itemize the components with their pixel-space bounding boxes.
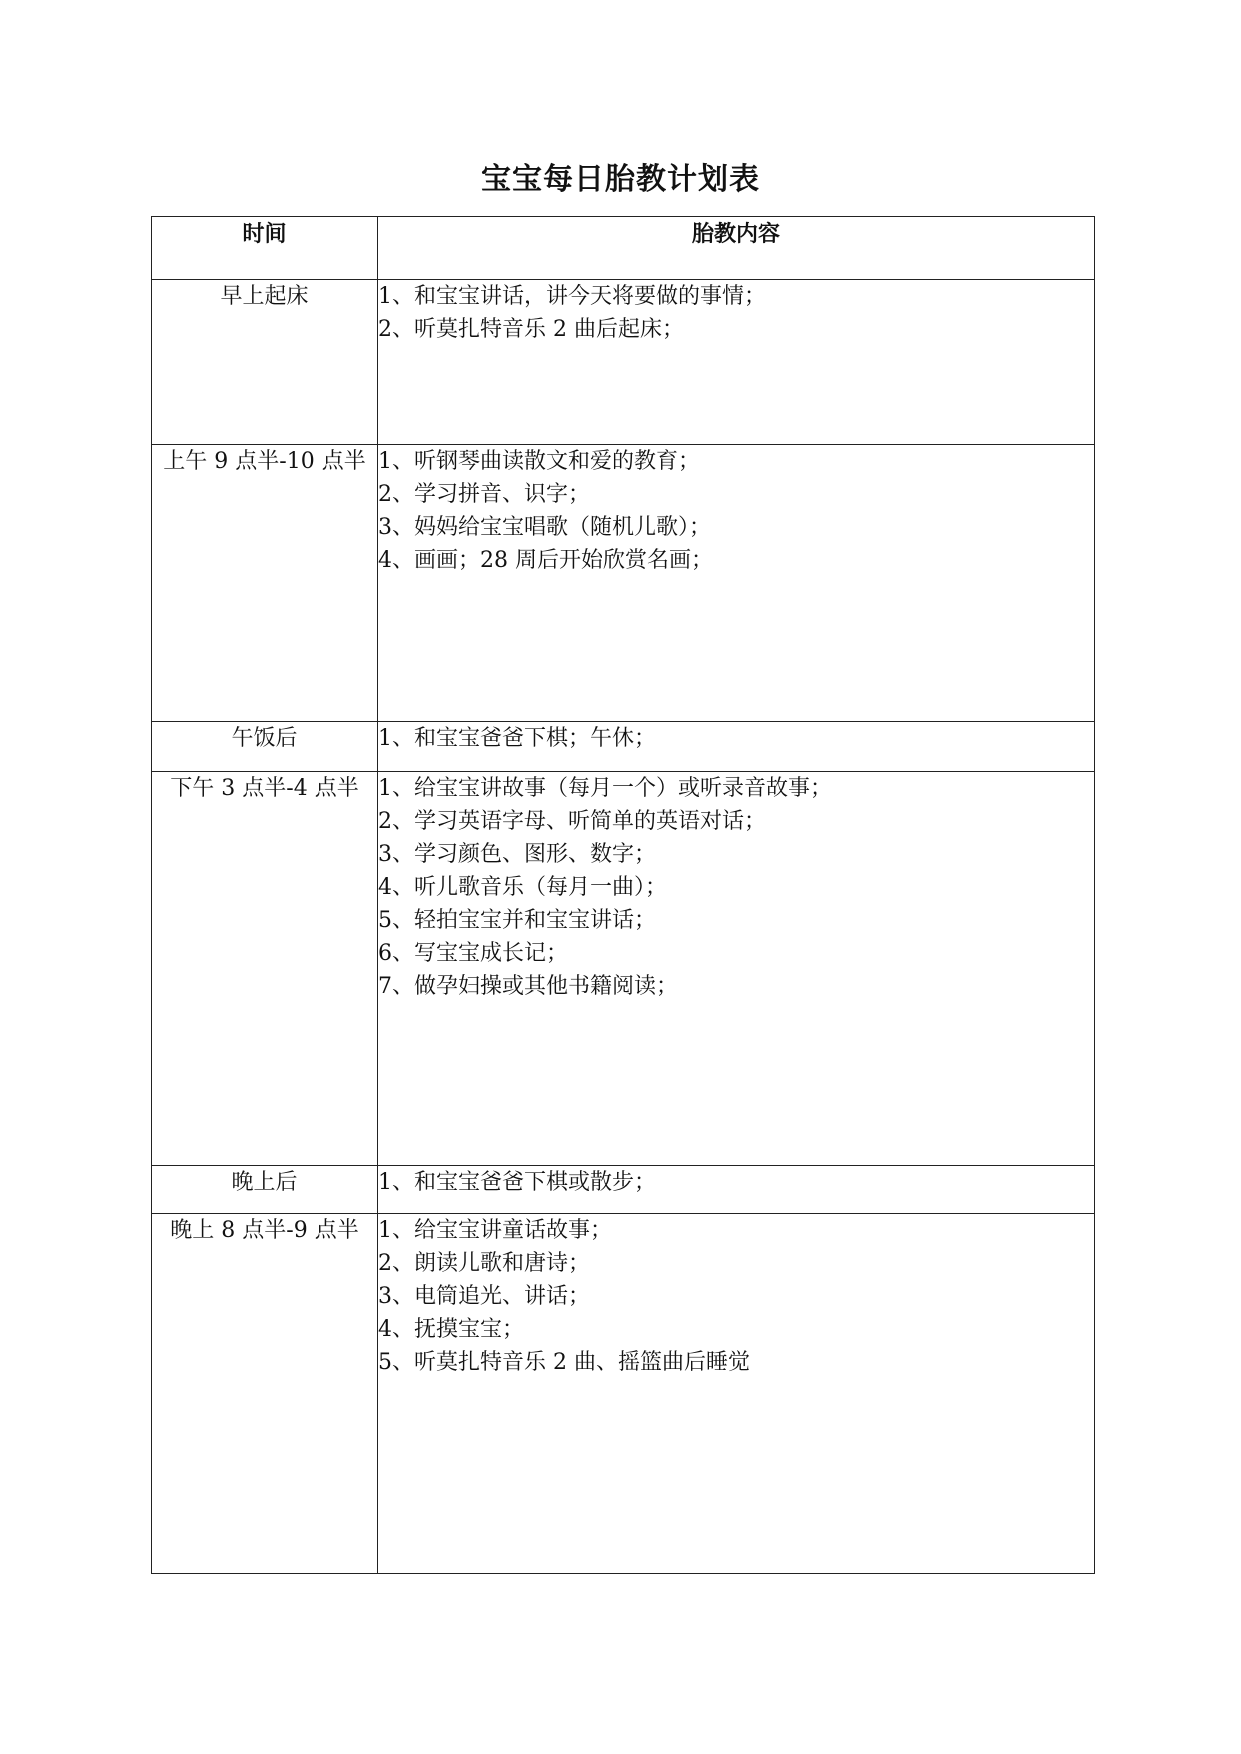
time-cell: 午饭后 [152,722,378,772]
table-row [152,1166,1095,1214]
table-row [152,772,1095,1166]
activity-item: 1、和宝宝爸爸下棋或散步； [378,1170,656,1195]
activity-list [378,1214,1094,1379]
schedule-table [151,216,1095,1574]
activity-item: 2、朗读儿歌和唐诗； [378,1251,590,1276]
activity-item: 4、听儿歌音乐（每月一曲）； [378,875,667,900]
table-row [152,722,1095,772]
page-title: 宝宝每日胎教计划表 [481,162,760,197]
time-column-header: 时间 [152,217,378,280]
time-cell: 晚上 8 点半-9 点半 [152,1214,378,1574]
table-row [152,445,1095,722]
activity-item: 4、抚摸宝宝； [378,1317,524,1342]
content-cell [378,280,1095,445]
activity-item: 3、学习颜色、图形、数字； [378,842,656,867]
activity-item: 4、画画；28 周后开始欣赏名画； [378,548,713,573]
activity-list [378,722,1094,755]
content-cell [378,772,1095,1166]
activity-item: 7、做孕妇操或其他书籍阅读； [378,974,678,999]
activity-list [378,1166,1094,1199]
activity-item: 1、听钢琴曲读散文和爱的教育； [378,449,700,474]
table-row [152,280,1095,445]
activity-item: 2、听莫扎特音乐 2 曲后起床； [378,317,684,342]
content-column-header: 胎教内容 [378,217,1095,280]
activity-item: 5、听莫扎特音乐 2 曲、摇篮曲后睡觉 [378,1350,750,1375]
table-row [152,1214,1095,1574]
activity-item: 5、轻拍宝宝并和宝宝讲话； [378,908,656,933]
activity-item: 3、电筒追光、讲话； [378,1284,590,1309]
activity-item: 1、给宝宝讲童话故事； [378,1218,612,1243]
activity-item: 3、妈妈给宝宝唱歌（随机儿歌）； [378,515,711,540]
time-cell: 上午 9 点半-10 点半 [152,445,378,722]
activity-list [378,772,1094,1003]
content-cell [378,1214,1095,1574]
content-cell [378,722,1095,772]
time-cell: 晚上后 [152,1166,378,1214]
activity-list [378,445,1094,577]
time-cell: 下午 3 点半-4 点半 [152,772,378,1166]
activity-item: 2、学习英语字母、听简单的英语对话； [378,809,766,834]
activity-item: 1、和宝宝讲话，讲今天将要做的事情； [378,284,766,309]
activity-item: 6、写宝宝成长记； [378,941,568,966]
activity-item: 2、学习拼音、识字； [378,482,590,507]
time-cell: 早上起床 [152,280,378,445]
table-header-row [152,217,1095,280]
activity-item: 1、和宝宝爸爸下棋；午休； [378,726,656,751]
content-cell [378,1166,1095,1214]
activity-item: 1、给宝宝讲故事（每月一个）或听录音故事； [378,776,832,801]
activity-list [378,280,1094,346]
content-cell [378,445,1095,722]
